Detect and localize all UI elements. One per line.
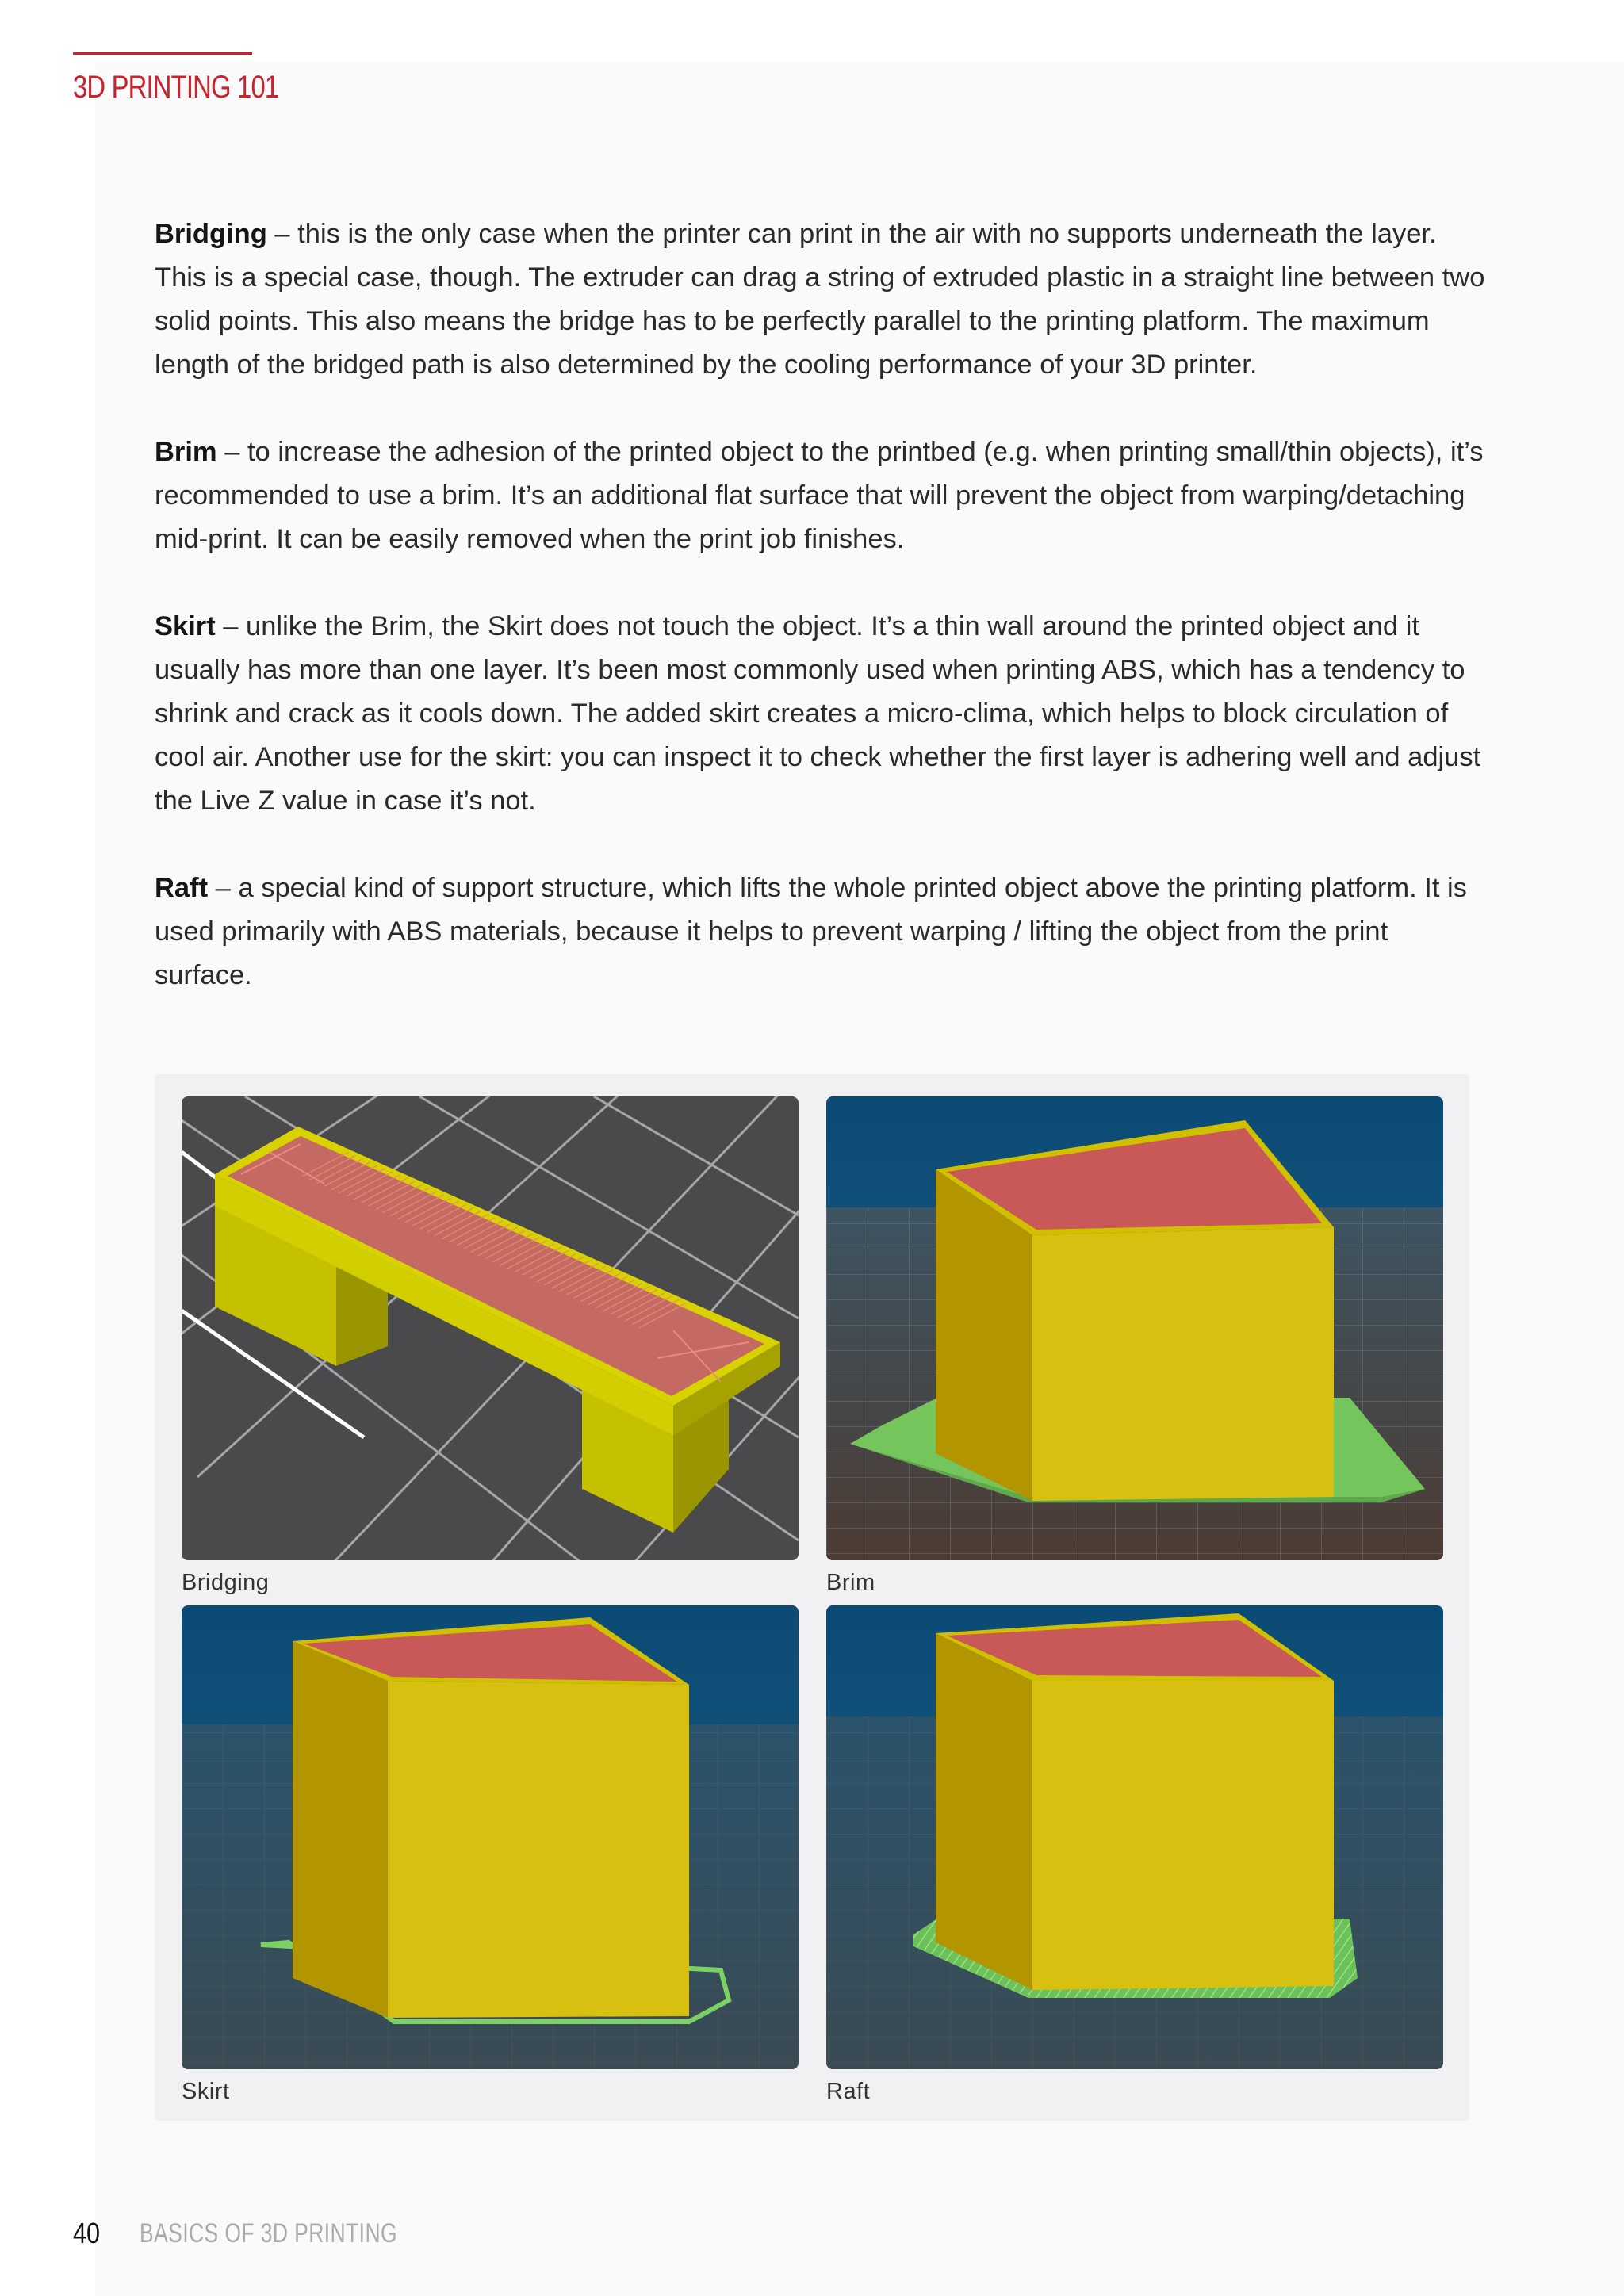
- header-rule: [73, 52, 252, 55]
- paragraph-raft: [155, 867, 1487, 997]
- term-raft: Raft: [155, 873, 209, 903]
- paragraph-brim: [155, 430, 1487, 561]
- paragraph-bridging: [155, 212, 1487, 387]
- figure-gallery: [155, 1074, 1469, 2121]
- term-brim: Brim: [155, 437, 217, 467]
- brim-render: [826, 1096, 1443, 1560]
- caption-brim: Brim: [826, 1570, 875, 1595]
- figure-brim: [826, 1096, 1443, 1596]
- body-text: [155, 212, 1487, 1041]
- figure-skirt: [182, 1605, 799, 2105]
- caption-skirt: Skirt: [182, 2079, 230, 2104]
- caption-raft: Raft: [826, 2079, 871, 2104]
- page-number: 40: [73, 2217, 101, 2249]
- skirt-render: [182, 1605, 799, 2069]
- caption-bridging: Bridging: [182, 1570, 270, 1595]
- figure-raft: [826, 1605, 1443, 2105]
- bridging-render: [182, 1096, 799, 1560]
- running-header: 3D PRINTING 101: [73, 70, 279, 105]
- figure-bridging: [182, 1096, 799, 1596]
- term-skirt: Skirt: [155, 611, 216, 641]
- raft-render: [826, 1605, 1443, 2069]
- paragraph-skirt-text: – unlike the Brim, the Skirt does not touch the object. It’s a thin wall around the printed object and it usually has more than one layer. It’s been most commonly used when printing ABS, which has a tendency to shrink and crack as it cools down. The added skirt creates a micro-clima, which helps to block circulation of cool air. Another use for the skirt: you can inspect it to check whether the first layer is adhering well and adjust the Live Z value in case it’s not.: [155, 611, 1481, 816]
- paragraph-brim-text: – to increase the adhesion of the printed object to the printbed (e.g. when printing small/thin objects), it’s recommended to use a brim. It’s an additional flat surface that will prevent the object from warping/detaching mid-print. It can be easily removed when the print job finishes.: [155, 437, 1484, 554]
- running-footer: BASICS OF 3D PRINTING: [140, 2218, 398, 2248]
- paragraph-bridging-text: – this is the only case when the printer can print in the air with no supports underneath the layer. This is a special case, though. The extruder can drag a string of extruded plastic in a straight line between two solid points. This also means the bridge has to be perfectly parallel to the printing platform. The maximum length of the bridged path is also determined by the cooling performance of your 3D printer.: [155, 219, 1485, 380]
- paragraph-skirt: [155, 605, 1487, 823]
- term-bridging: Bridging: [155, 219, 267, 249]
- paragraph-raft-text: – a special kind of support structure, which lifts the whole printed object above the printing platform. It is used primarily with ABS materials, because it helps to prevent warping / lifting the object from the print surface.: [155, 873, 1467, 990]
